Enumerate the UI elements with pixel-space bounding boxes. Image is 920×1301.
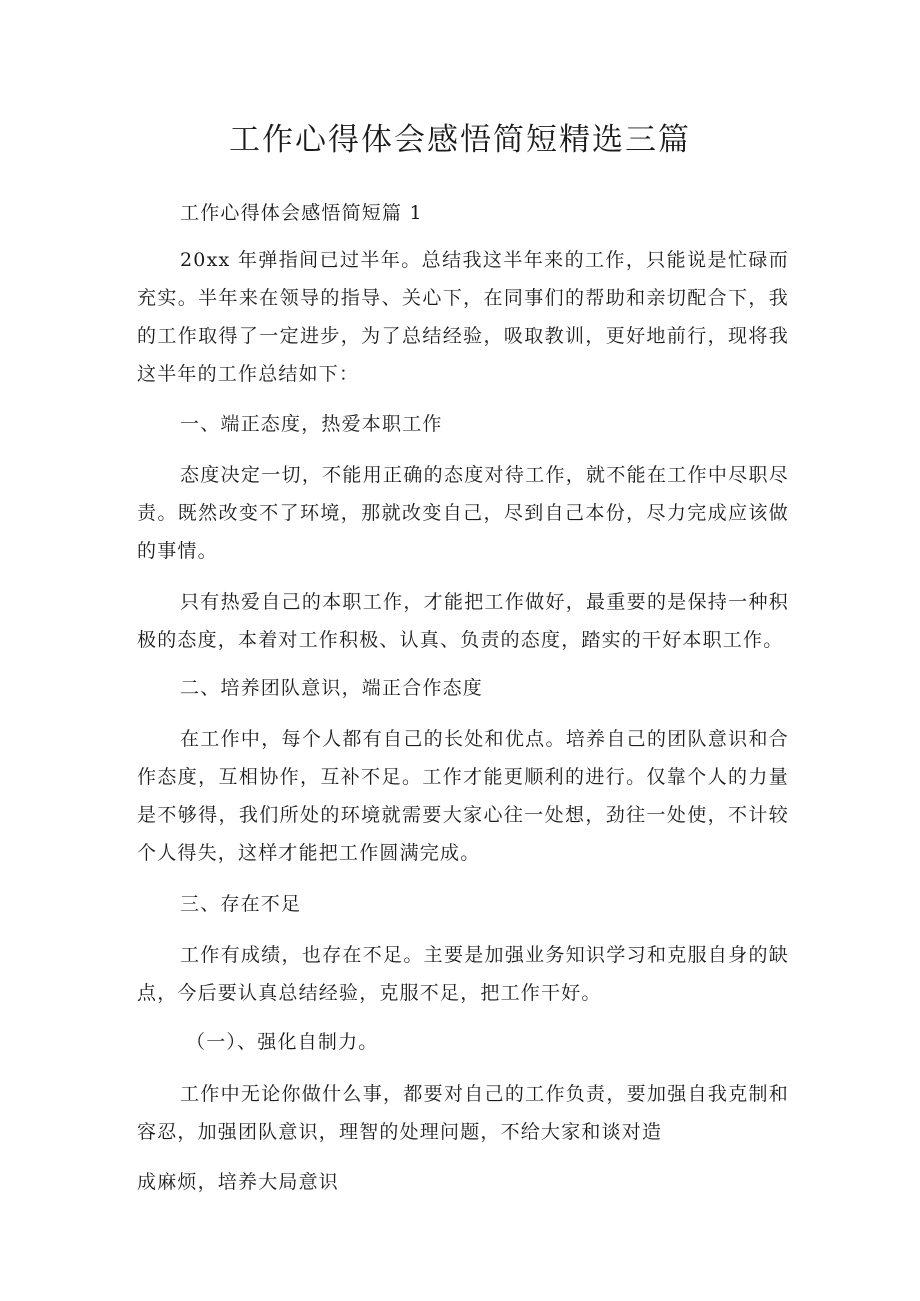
- heading-1: 一、端正态度，热爱本职工作: [180, 413, 443, 435]
- paragraph-1a: 态度决定一切，不能用正确的态度对待工作，就不能在工作中尽职尽责。既然改变不了环境，那就改变自己，尽到自己本份，尽力完成应该做的事情。: [137, 464, 789, 562]
- heading-2: 二、培养团队意识，端正合作态度: [180, 677, 484, 699]
- paragraph-1b: 只有热爱自己的本职工作，才能把工作做好，最重要的是保持一种积极的态度，本着对工作积极、认真、负责的态度，踏实的干好本职工作。: [137, 591, 789, 651]
- paragraph-3: 工作有成绩，也存在不足。主要是加强业务知识学习和克服自身的缺点，今后要认真总结经验，克服不足，把工作干好。: [137, 944, 789, 1004]
- paragraph-4: 工作中无论你做什么事，都要对自己的工作负责，要加强自我克制和容忍，加强团队意识，理智的处理问题，不给大家和谈对造: [137, 1083, 789, 1143]
- paragraph-5: 成麻烦，培养大局意识: [137, 1171, 340, 1193]
- heading-3: 三、存在不足: [180, 893, 302, 915]
- intro-paragraph: 20xx 年弹指间已过半年。总结我这半年来的工作，只能说是忙碌而充实。半年来在领导的指导、关心下，在同事们的帮助和亲切配合下，我的工作取得了一定进步，为了总结经验，吸取教训，更好地前行，现将我这半年的工作总结如下：: [137, 249, 789, 385]
- subheading-1: （一）、强化自制力。: [186, 1031, 379, 1053]
- section-title: 工作心得体会感悟简短篇 1: [180, 202, 423, 224]
- document-title: 工作心得体会感悟简短精选三篇: [229, 122, 691, 158]
- paragraph-2: 在工作中，每个人都有自己的长处和优点。培养自己的团队意识和合作态度，互相协作，互补不足。工作才能更顺利的进行。仅靠个人的力量是不够得，我们所处的环境就需要大家心往一处想，劲往一处使，不计较个人得失，这样才能把工作圆满完成。: [137, 728, 789, 864]
